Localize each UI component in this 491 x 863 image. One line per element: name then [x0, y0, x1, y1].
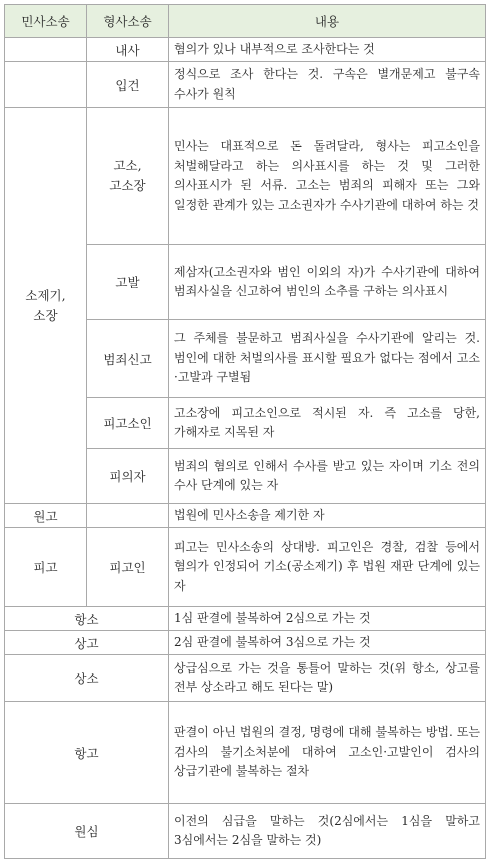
table-row	[5, 631, 486, 655]
term-description: 고소장에 피고소인으로 적시된 자. 즉 고소를 당한, 가해자로 지목된 자	[169, 398, 486, 449]
header-civil: 민사소송	[5, 5, 87, 38]
shared-term: 항고	[5, 702, 169, 804]
civil-term: 피고	[5, 528, 87, 607]
table-header-row	[5, 5, 486, 38]
criminal-term: 고발	[87, 245, 169, 320]
civil-cell	[5, 38, 87, 62]
table-row	[5, 607, 486, 631]
criminal-term: 내사	[87, 38, 169, 62]
term-description: 법원에 민사소송을 제기한 자	[169, 504, 486, 528]
term-description: 상급심으로 가는 것을 통틀어 말하는 것(위 항소, 상고를 전부 상소라고 해도 된다는 말)	[169, 655, 486, 702]
term-description: 2심 판결에 불복하여 3심으로 가는 것	[169, 631, 486, 655]
term-description: 혐의가 있나 내부적으로 조사한다는 것	[169, 38, 486, 62]
criminal-term: 피의자	[87, 449, 169, 504]
shared-term: 원심	[5, 804, 169, 859]
civil-cell	[5, 62, 87, 108]
civil-term-text: 소제기, 소장	[25, 287, 66, 323]
legal-terms-table	[4, 4, 486, 859]
criminal-term: 범죄신고	[87, 320, 169, 398]
criminal-term: 피고인	[87, 528, 169, 607]
term-description: 제삼자(고소권자와 범인 이외의 자)가 수사기관에 대하여 범죄사실을 신고하여 범인의 소추를 구하는 의사표시	[169, 245, 486, 320]
civil-term: 원고	[5, 504, 87, 528]
header-content: 내용	[169, 5, 486, 38]
table-row	[5, 702, 486, 804]
header-criminal: 형사소송	[87, 5, 169, 38]
term-description: 그 주체를 불문하고 범죄사실을 수사기관에 알리는 것. 범인에 대한 처벌의사를 표시할 필요가 없다는 점에서 고소·고발과 구별됨	[169, 320, 486, 398]
table-row	[5, 504, 486, 528]
term-description: 1심 판결에 불복하여 2심으로 가는 것	[169, 607, 486, 631]
table-row	[5, 38, 486, 62]
shared-term: 상소	[5, 655, 169, 702]
criminal-cell	[87, 504, 169, 528]
table-row	[5, 108, 486, 245]
shared-term: 항소	[5, 607, 169, 631]
term-description: 피고는 민사소송의 상대방. 피고인은 경찰, 검찰 등에서 혐의가 인정되어 기소(공소제기) 후 법원 재판 단계에 있는 자	[169, 528, 486, 607]
shared-term: 상고	[5, 631, 169, 655]
table-row	[5, 804, 486, 859]
criminal-term: 피고소인	[87, 398, 169, 449]
table-row	[5, 655, 486, 702]
table-row	[5, 528, 486, 607]
criminal-term-text: 고소, 고소장	[109, 158, 146, 193]
term-description: 민사는 대표적으로 돈 돌려달라, 형사는 피고소인을 처벌해달라고 하는 의사표시를 하는 것 및 그러한 의사표시가 된 서류. 고소는 범죄의 피해자 또는 그와 일정한 관계가 있는 고소권자가 수사기관에 대하여 하는 것	[169, 108, 486, 245]
table-row	[5, 62, 486, 108]
criminal-term: 입건	[87, 62, 169, 108]
term-description: 이전의 심급을 말하는 것(2심에서는 1심을 말하고 3심에서는 2심을 말하는 것)	[169, 804, 486, 859]
term-description: 판결이 아닌 법원의 결정, 명령에 대해 불복하는 방법. 또는 검사의 불기소처분에 대하여 고소인·고발인이 검사의 상급기관에 불복하는 절차	[169, 702, 486, 804]
criminal-term	[87, 108, 169, 245]
term-description: 정식으로 조사 한다는 것. 구속은 별개문제고 불구속 수사가 원칙	[169, 62, 486, 108]
term-description: 범죄의 혐의로 인해서 수사를 받고 있는 자이며 기소 전의 수사 단계에 있는 자	[169, 449, 486, 504]
civil-term	[5, 108, 87, 504]
